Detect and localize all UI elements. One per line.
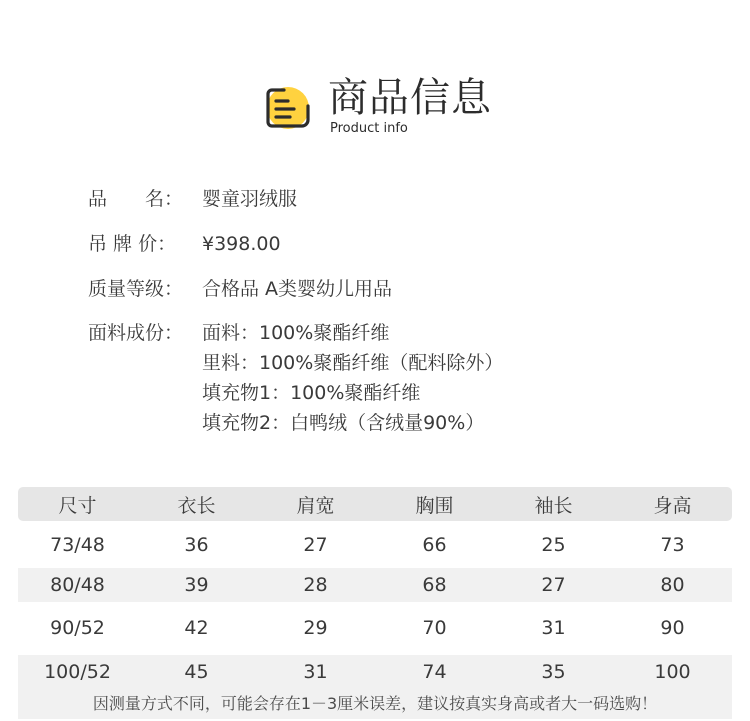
table-cell: 80 [660, 574, 685, 596]
page-title: 商品信息 [328, 75, 492, 121]
table-cell: 100 [654, 661, 691, 683]
table-cell: 66 [422, 534, 447, 556]
table-header-cell: 身高 [653, 494, 692, 517]
info-value: 面料：100%聚酯纤维 [202, 322, 390, 344]
table-header-cell: 袖长 [534, 494, 573, 517]
table-header-cell: 胸围 [415, 494, 454, 517]
table-cell: 45 [184, 661, 209, 683]
table-header-cell: 尺寸 [58, 494, 97, 517]
table-cell: 100/52 [44, 661, 111, 683]
page-subtitle: Product info [330, 121, 408, 136]
table-cell: 90/52 [50, 617, 105, 639]
table-cell: 42 [184, 617, 209, 639]
table-cell: 36 [184, 534, 209, 556]
info-label: 面料成份： [88, 322, 184, 344]
info-label: 吊 牌 价： [88, 233, 177, 255]
table-cell: 31 [303, 661, 328, 683]
table-cell: 73 [660, 534, 685, 556]
document-lines-icon [264, 84, 314, 132]
info-value: 填充物2：白鸭绒（含绒量90%） [202, 412, 485, 434]
table-cell: 80/48 [50, 574, 105, 596]
table-cell: 70 [422, 617, 447, 639]
table-cell: 29 [303, 617, 328, 639]
table-cell: 27 [541, 574, 566, 596]
table-cell: 28 [303, 574, 328, 596]
table-header-cell: 肩宽 [296, 494, 335, 517]
info-label: 质量等级： [88, 278, 184, 300]
info-value: 填充物1：100%聚酯纤维 [202, 382, 421, 404]
table-row [18, 568, 732, 602]
table-cell: 25 [541, 534, 566, 556]
table-row [18, 655, 732, 689]
table-header-cell: 衣长 [177, 494, 216, 517]
table-cell: 31 [541, 617, 566, 639]
info-value: 婴童羽绒服 [202, 188, 298, 210]
table-cell: 73/48 [50, 534, 105, 556]
product-info-header [264, 72, 524, 142]
table-row [18, 608, 732, 648]
table-header [18, 487, 732, 521]
info-value: ¥398.00 [202, 233, 281, 255]
table-cell: 39 [184, 574, 209, 596]
info-label: 品 名： [88, 188, 184, 210]
table-cell: 68 [422, 574, 447, 596]
info-value: 合格品 A类婴幼儿用品 [202, 278, 393, 300]
table-cell: 90 [660, 617, 685, 639]
measurement-note: 因测量方式不同，可能会存在1－3厘米误差，建议按真实身高或者大一码选购！ [18, 689, 732, 719]
table-row [18, 525, 732, 565]
table-cell: 74 [422, 661, 447, 683]
info-value: 里料：100%聚酯纤维（配料除外） [202, 352, 504, 374]
table-cell: 35 [541, 661, 566, 683]
table-cell: 27 [303, 534, 328, 556]
